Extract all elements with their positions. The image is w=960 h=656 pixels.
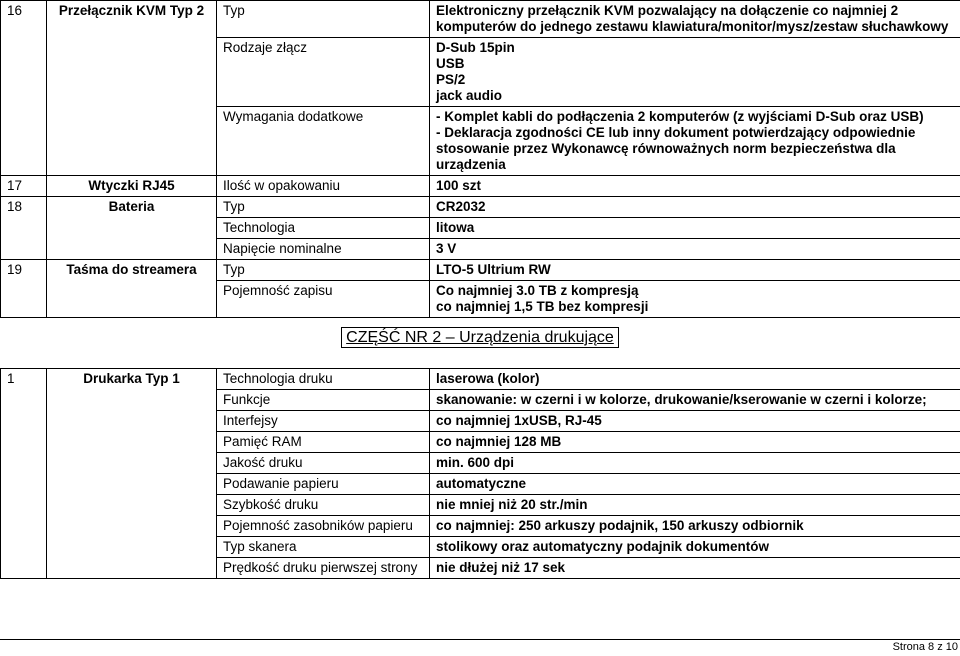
value-line: Elektroniczny przełącznik KVM pozwalający na dołączenie co najmniej 2 xyxy=(436,3,899,18)
value-line: komputerów do jednego zestawu klawiatura/monitor/mysz/zestaw słuchawkowy xyxy=(436,19,949,34)
param-label: Pojemność zasobników papieru xyxy=(217,516,430,537)
spec-table-part2 xyxy=(0,368,960,579)
param-value xyxy=(430,197,960,218)
param-value xyxy=(430,474,960,495)
param-label: Technologia druku xyxy=(217,369,430,390)
value-line: nie mniej niż 20 str./min xyxy=(436,497,588,512)
value-line: - Deklaracja zgodności CE lub inny dokument potwierdzający odpowiednie xyxy=(436,125,916,140)
param-value xyxy=(430,390,960,411)
table-row xyxy=(1,1,960,38)
value-line: min. 600 dpi xyxy=(436,455,515,470)
param-value xyxy=(430,369,960,390)
value-line: - Komplet kabli do podłączenia 2 komputerów (z wyjściami D-Sub oraz USB) xyxy=(436,109,924,124)
page-number: Strona 8 z 10 xyxy=(892,641,958,653)
value-line: 100 szt xyxy=(436,178,482,193)
param-value xyxy=(430,107,960,176)
param-value xyxy=(430,38,960,107)
value-line: co najmniej 1xUSB, RJ-45 xyxy=(436,413,602,428)
param-label: Jakość druku xyxy=(217,453,430,474)
param-value xyxy=(430,218,960,239)
param-label: Rodzaje złącz xyxy=(217,38,430,107)
value-line: jack audio xyxy=(436,88,503,103)
param-value xyxy=(430,432,960,453)
param-value xyxy=(430,495,960,516)
item-name: Drukarka Typ 1 xyxy=(47,369,217,579)
param-value xyxy=(430,239,960,260)
param-value xyxy=(430,281,960,318)
value-line: urządzenia xyxy=(436,157,506,172)
footer-divider xyxy=(0,639,960,640)
value-line: USB xyxy=(436,56,465,71)
item-name: Taśma do streamera xyxy=(47,260,217,318)
param-value xyxy=(430,260,960,281)
item-number: 19 xyxy=(1,260,47,318)
item-number: 17 xyxy=(1,176,47,197)
param-label: Typ xyxy=(217,1,430,38)
param-value xyxy=(430,1,960,38)
item-name: Przełącznik KVM Typ 2 xyxy=(47,1,217,176)
value-line: CR2032 xyxy=(436,199,486,214)
item-number: 16 xyxy=(1,1,47,176)
item-name: Wtyczki RJ45 xyxy=(47,176,217,197)
table-row xyxy=(1,369,960,390)
param-label: Typ xyxy=(217,197,430,218)
item-number: 18 xyxy=(1,197,47,260)
table-row xyxy=(1,260,960,281)
param-label: Ilość w opakowaniu xyxy=(217,176,430,197)
value-line: laserowa (kolor) xyxy=(436,371,540,386)
param-label: Szybkość druku xyxy=(217,495,430,516)
param-label: Funkcje xyxy=(217,390,430,411)
param-value xyxy=(430,516,960,537)
section-heading-text: CZĘŚĆ NR 2 – Urządzenia drukujące xyxy=(341,327,619,348)
item-number: 1 xyxy=(1,369,47,579)
table-row xyxy=(1,176,960,197)
param-value xyxy=(430,453,960,474)
section-heading xyxy=(0,329,960,347)
param-label: Prędkość druku pierwszej strony xyxy=(217,558,430,579)
param-label: Technologia xyxy=(217,218,430,239)
value-line: litowa xyxy=(436,220,475,235)
value-line: co najmniej 128 MB xyxy=(436,434,562,449)
spec-table-part1 xyxy=(0,0,960,318)
value-line: D-Sub 15pin xyxy=(436,40,515,55)
value-line: co najmniej 1,5 TB bez kompresji xyxy=(436,299,649,314)
param-label: Napięcie nominalne xyxy=(217,239,430,260)
value-line: stosowanie przez Wykonawcę równoważnych norm bezpieczeństwa dla xyxy=(436,141,896,156)
param-label: Pamięć RAM xyxy=(217,432,430,453)
param-label: Pojemność zapisu xyxy=(217,281,430,318)
param-value xyxy=(430,176,960,197)
value-line: stolikowy oraz automatyczny podajnik dokumentów xyxy=(436,539,770,554)
value-line: PS/2 xyxy=(436,72,466,87)
param-label: Wymagania dodatkowe xyxy=(217,107,430,176)
value-line: LTO-5 Ultrium RW xyxy=(436,262,551,277)
param-label: Interfejsy xyxy=(217,411,430,432)
item-name: Bateria xyxy=(47,197,217,260)
param-label: Typ skanera xyxy=(217,537,430,558)
value-line: 3 V xyxy=(436,241,457,256)
param-label: Typ xyxy=(217,260,430,281)
param-value xyxy=(430,558,960,579)
value-line: automatyczne xyxy=(436,476,527,491)
param-label: Podawanie papieru xyxy=(217,474,430,495)
param-value xyxy=(430,537,960,558)
param-value xyxy=(430,411,960,432)
value-line: nie dłużej niż 17 sek xyxy=(436,560,566,575)
value-line: skanowanie: w czerni i w kolorze, drukowanie/kserowanie w czerni i kolorze; xyxy=(436,392,927,407)
value-line: co najmniej: 250 arkuszy podajnik, 150 arkuszy odbiornik xyxy=(436,518,804,533)
value-line: Co najmniej 3.0 TB z kompresją xyxy=(436,283,639,298)
table-row xyxy=(1,197,960,218)
